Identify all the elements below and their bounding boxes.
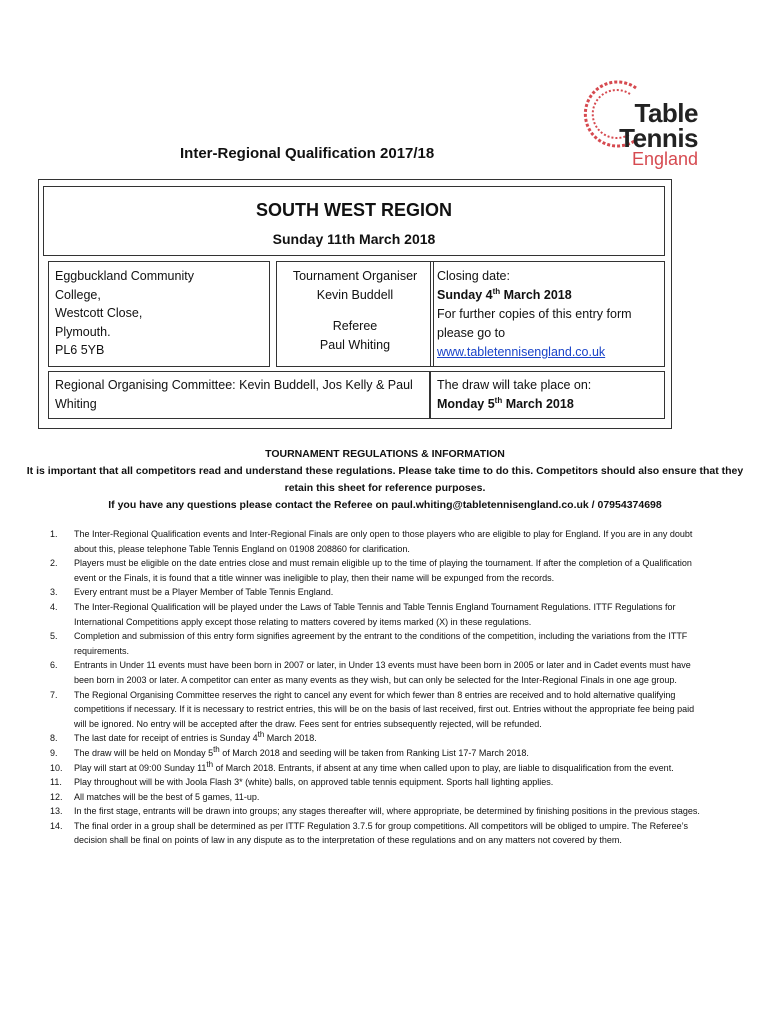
- closing-label: Closing date:: [437, 269, 510, 283]
- region-title: SOUTH WEST REGION: [255, 200, 452, 220]
- committee-text: Regional Organising Committee: Kevin Buddell, Jos Kelly & Paul Whiting: [55, 378, 413, 411]
- draw-label: The draw will take place on:: [437, 378, 592, 392]
- closing-date-box: [430, 261, 665, 367]
- regulations-list: [50, 527, 700, 848]
- regulation-item: 14. The final order in a group shall be determined as per ITTF Regulation 3.7.5 for group competitions. All competitors will be obliged to umpire. The Referee’s decision shall be final on points of law in any dispute as to the interpretation of these regulations and on any matters not covered by them.: [50, 820, 688, 846]
- regulation-item: 5. Completion and submission of this entry form signifies agreement by the entrant to the conditions of the competition, including the variations from the ITTF requirements.: [50, 631, 688, 656]
- venue-line: Eggbuckland Community: [55, 269, 194, 283]
- logo-word-table: Table: [634, 98, 698, 128]
- venue-box: [48, 261, 270, 367]
- regulation-item: 4. The Inter-Regional Qualification will be played under the Laws of Table Tennis and Table Tennis England Tournament Regulations. ITTF Regulations for International Competitions apply except those relating to matters covered by items marked (X) in these regulations.: [50, 601, 676, 627]
- draw-date: Monday 5th March 2018: [437, 395, 574, 411]
- regulation-item: 9. The draw will be held on Monday 5th of March 2018 and seeding will be taken from Ranking List 17-7 March 2018.: [50, 744, 529, 758]
- event-date: Sunday 11th March 2018: [272, 231, 436, 247]
- draw-box: [430, 371, 665, 419]
- table-tennis-england-logo: [570, 78, 700, 176]
- region-header-box: [43, 186, 665, 256]
- venue-line: College,: [55, 287, 101, 302]
- regulation-item: 2. Players must be eligible on the date entries close and must remain eligible up to the time of playing the tournament. If after the completion of a Qualification event or the Finals, it is found that a title winner was ineligible to play, then their name will be expunged from the records.: [50, 558, 692, 583]
- organiser-box: [276, 261, 434, 367]
- logo-word-tennis: Tennis: [619, 123, 698, 153]
- copies-text: For further copies of this entry form please go to: [437, 307, 632, 340]
- venue-line: Westcott Close,: [55, 306, 143, 320]
- regulations-contact: If you have any questions please contact the Referee on paul.whiting@tabletennisengland.co.uk / 07954374698: [108, 499, 662, 511]
- closing-date: Sunday 4th March 2018: [437, 286, 572, 302]
- venue-line: PL6 5YB: [55, 343, 105, 357]
- organiser-name: Kevin Buddell: [316, 288, 394, 302]
- event-details-frame: [38, 179, 672, 429]
- regulation-item: 12. All matches will be the best of 5 games, 11-up.: [50, 791, 260, 802]
- regulation-item: 7. The Regional Organising Committee reserves the right to cancel any event for which fewer than 8 entries are received and to hold alternative qualifying competitions if necessary. If it is necessary to restrict entries, this will be on the basis of last received, first out. Entries without the appropriate fee being paid will be ignored. No entry will be accepted after the draw. Fees sent for entries subsequently rejected, will be refunded.: [50, 689, 695, 729]
- regulation-item: 1. The Inter-Regional Qualification events and Inter-Regional Finals are only open to those players who are eligible to play for England. If you are in any doubt about this, please telephone Table Tennis England on 01908 208860 for clarification.: [50, 529, 693, 554]
- regulations-intro: It is important that all competitors read and understand these regulations. Please take time to do this. Competitors should also ensure that they retain this sheet for reference purposes.: [26, 465, 744, 494]
- regulations-heading: TOURNAMENT REGULATIONS & INFORMATION: [265, 448, 505, 460]
- organiser-label: Tournament Organiser: [292, 269, 418, 283]
- referee-label: Referee: [332, 319, 378, 333]
- committee-box: [48, 371, 430, 419]
- regulation-item: 3. Every entrant must be a Player Member of Table Tennis England.: [50, 587, 334, 598]
- regulation-item: 11. Play throughout will be with Joola Flash 3* (white) balls, on approved table tennis equipment. Sports hall lighting applies.: [50, 777, 554, 788]
- regulation-item: 13. In the first stage, entrants will be drawn into groups; any stages thereafter will, where appropriate, be determined by finishing positions in the previous stages.: [50, 806, 700, 817]
- logo-word-england: England: [631, 149, 698, 169]
- regulation-item: 6. Entrants in Under 11 events must have been born in 2007 or later, in Under 13 events must have been born in 2005 or later and in Cadet events must have been born in 2003 or later. A competitor can enter as many events as they wish, but can only be selected for the Inter-Regional Finals in one age group.: [50, 660, 691, 685]
- regulation-item: 8. The last date for receipt of entries is Sunday 4th March 2018.: [50, 730, 317, 744]
- website-link[interactable]: www.tabletennisengland.co.uk: [437, 345, 606, 359]
- venue-line: Plymouth.: [55, 324, 111, 339]
- regulation-item: 10. Play will start at 09:00 Sunday 11th of March 2018. Entrants, if absent at any time when called upon to play, are liable to disqualification from the event.: [50, 759, 674, 773]
- referee-name: Paul Whiting: [319, 338, 391, 352]
- document-title: Inter-Regional Qualification 2017/18: [180, 145, 435, 162]
